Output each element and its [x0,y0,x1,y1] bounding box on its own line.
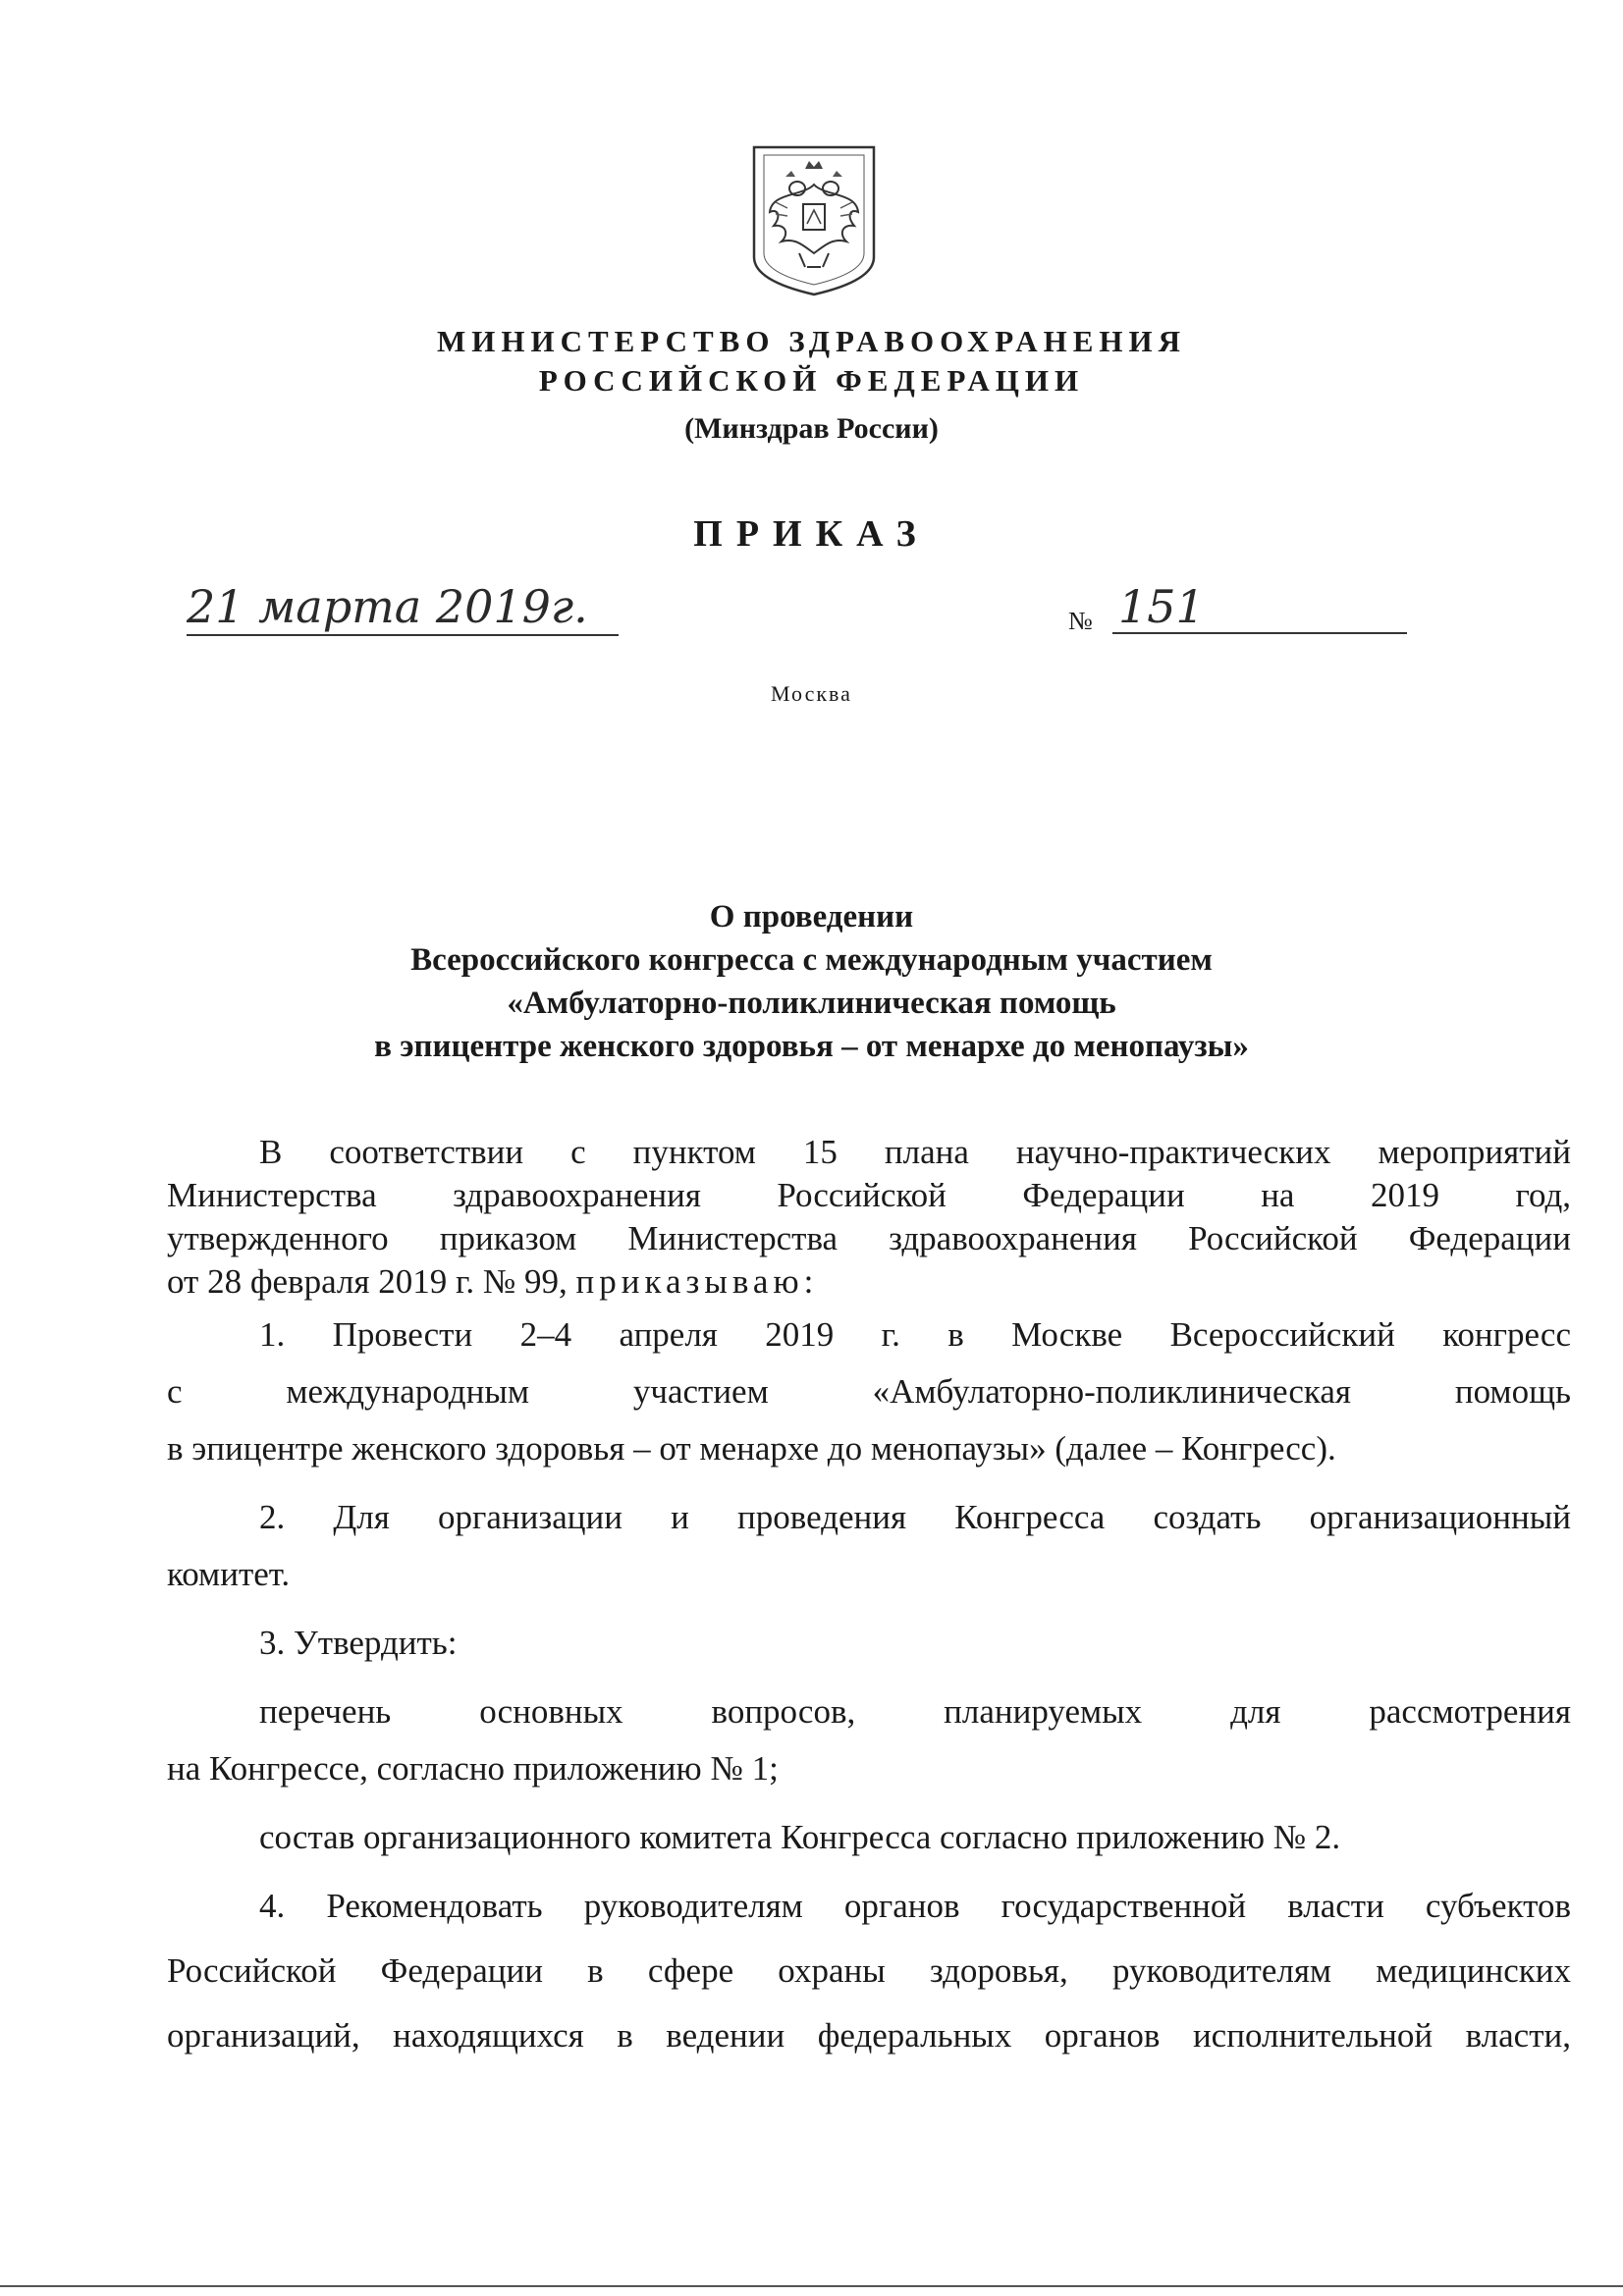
item-4-line: организаций, находящихся в ведении федеральных органов исполнительной власти, [167,2016,1571,2055]
title-line: «Амбулаторно-поликлиническая помощь [507,986,1116,1021]
item-1-line: в эпицентре женского здоровья – от менархе до менопаузы» (далее – Конгресс). [167,1429,1336,1468]
item-3-line: перечень основных вопросов, планируемых для рассмотрения [259,1692,1571,1731]
item-4-line: Российской Федерации в сфере охраны здоровья, руководителям медицинских [167,1951,1571,1990]
title-line: в эпицентре женского здоровья – от менархе до менопаузы» [374,1029,1249,1064]
item-2-line: комитет. [167,1555,291,1593]
title-line: Всероссийского конгресса с международным участием [410,942,1213,978]
ministry-short-name: (Минздрав России) [684,412,939,445]
order-body [167,1131,1571,2057]
item-3-line: 3. Утвердить: [259,1624,458,1662]
paragraph-line [167,1260,1571,1304]
item-4-line: 4. Рекомендовать руководителям органов государственной власти субъектов [259,1887,1571,1925]
item-1-line: с международным участием «Амбулаторно-поликлиническая помощь [167,1372,1571,1411]
item-2-line: 2. Для организации и проведения Конгресса создать организационный [259,1498,1571,1536]
order-verb: приказываю: [575,1262,819,1301]
ministry-name-line2: РОССИЙСКОЙ ФЕДЕРАЦИИ [538,363,1085,398]
order-title [0,895,1623,1068]
ministry-name-line1: МИНИСТЕРСТВО ЗДРАВООХРАНЕНИЯ [436,324,1187,358]
paragraph-line: В соответствии с пунктом 15 плана научно-практических мероприятий [259,1133,1571,1171]
paragraph-line: утвержденного приказом Министерства здравоохранения Российской Федерации [167,1219,1571,1257]
item-1-line: 1. Провести 2–4 апреля 2019 г. в Москве Всероссийский конгресс [259,1315,1571,1354]
item-3-line: на Конгрессе, согласно приложению № 1; [167,1749,779,1788]
order-number-label: № [1068,607,1093,635]
order-number-handwritten: 151 [1112,579,1407,634]
page-bottom-rule [0,2285,1623,2287]
paragraph-line: Министерства здравоохранения Российской Федерации на 2019 год, [167,1176,1571,1214]
coat-of-arms-icon [748,143,880,298]
document-type: ПРИКАЗ [693,513,930,555]
title-line: О проведении [709,899,914,934]
order-date-handwritten: 21 марта 2019г. [187,579,619,636]
item-3-line: состав организационного комитета Конгресса согласно приложению № 2. [259,1818,1341,1856]
city: Москва [771,681,852,706]
paragraph-text: от 28 февраля 2019 г. № 99, [167,1262,576,1301]
